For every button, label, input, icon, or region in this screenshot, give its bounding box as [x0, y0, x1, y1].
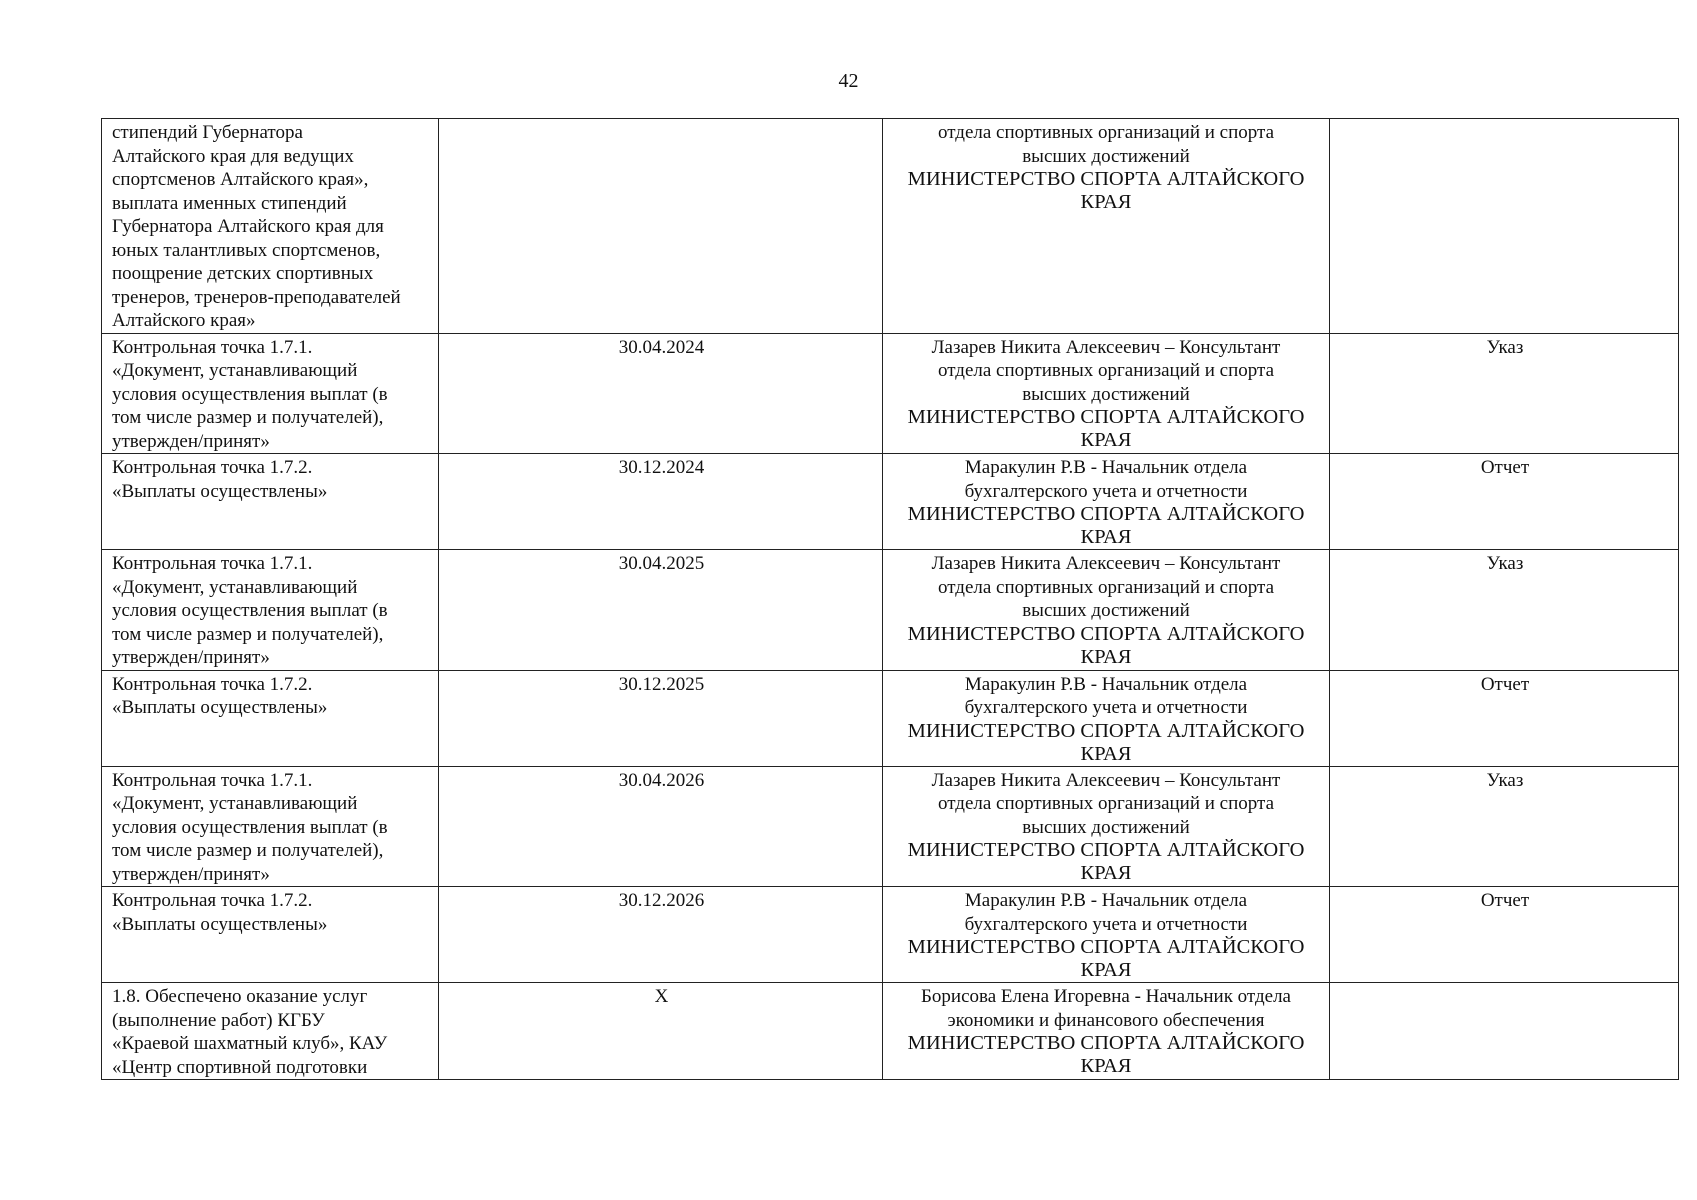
text-line: бухгалтерского учета и отчетности: [964, 697, 1248, 718]
text-line: Губернатора Алтайского края для: [112, 216, 384, 237]
text-line: высших достижений: [1022, 816, 1190, 838]
ministry-name-line: МИНИСТЕРСТВО СПОРТА АЛТАЙСКОГО: [907, 622, 1305, 645]
text-line: «Выплаты осуществлены»: [112, 480, 328, 502]
text-line: Лазарев Никита Алексеевич – Консультант: [931, 336, 1281, 358]
document-type: Указ: [1486, 769, 1524, 791]
ministry-name-line: КРАЯ: [1080, 862, 1132, 884]
text-line: условия осуществления выплат (в: [112, 600, 388, 621]
text-line: высших достижений: [1022, 600, 1190, 621]
deadline-date-cell: [439, 766, 883, 887]
responsible-person-cell: [883, 983, 1330, 1080]
event-name-cell: [102, 550, 439, 671]
text-line: отдела спортивных организаций и спорта: [937, 360, 1275, 381]
text-line: высших достижений: [1022, 145, 1190, 167]
ministry-name-line: КРАЯ: [1080, 1055, 1132, 1077]
responsible-person-cell: [883, 766, 1330, 887]
event-name-cell: [102, 454, 439, 550]
table-row: [102, 766, 1679, 887]
text-line: «Центр спортивной подготовки: [112, 1056, 368, 1078]
deadline-date-cell: [439, 887, 883, 983]
ministry-name-line: МИНИСТЕРСТВО СПОРТА АЛТАЙСКОГО: [907, 936, 1305, 958]
text-line: том числе размер и получателей),: [112, 840, 384, 861]
text-line: юных талантливых спортсменов,: [112, 239, 381, 261]
text-line: условия осуществления выплат (в: [112, 383, 388, 405]
text-line: «Документ, устанавливающий: [112, 576, 358, 598]
ministry-name-line: МИНИСТЕРСТВО СПОРТА АЛТАЙСКОГО: [907, 719, 1305, 742]
deadline-date-cell: [439, 119, 883, 334]
ministry-name-line: МИНИСТЕРСТВО СПОРТА АЛТАЙСКОГО: [907, 168, 1305, 190]
text-line: утвержден/принят»: [112, 647, 270, 668]
text-line: тренеров, тренеров-преподавателей: [112, 286, 401, 308]
deadline-date: 30.12.2024: [618, 457, 705, 478]
document-type-cell: [1330, 887, 1679, 983]
text-line: экономики и финансового обеспечения: [947, 1009, 1265, 1031]
table-row: [102, 670, 1679, 766]
responsible-person-cell: [883, 550, 1330, 671]
responsible-person-cell: [883, 454, 1330, 550]
event-name-cell: [102, 887, 439, 983]
control-points-table: [101, 118, 1679, 1080]
ministry-name-line: КРАЯ: [1080, 526, 1132, 548]
text-line: том числе размер и получателей),: [112, 407, 384, 428]
text-line: спортсменов Алтайского края»,: [112, 169, 369, 190]
text-line: отдела спортивных организаций и спорта: [937, 793, 1275, 814]
text-line: Маракулин Р.В - Начальник отдела: [964, 890, 1248, 911]
table-row: [102, 333, 1679, 454]
ministry-name-line: КРАЯ: [1080, 742, 1132, 765]
document-type: Указ: [1486, 336, 1524, 358]
text-line: стипендий Губернатора: [112, 122, 303, 143]
event-name-cell: [102, 983, 439, 1080]
deadline-date-cell: [439, 454, 883, 550]
responsible-person-cell: [883, 119, 1330, 334]
text-line: том числе размер и получателей),: [112, 623, 384, 645]
text-line: «Документ, устанавливающий: [112, 793, 358, 814]
text-line: Алтайского края»: [112, 310, 256, 331]
event-name-cell: [102, 333, 439, 454]
text-line: Алтайского края для ведущих: [112, 145, 354, 167]
text-line: «Выплаты осуществлены»: [112, 913, 328, 935]
text-line: бухгалтерского учета и отчетности: [964, 913, 1248, 935]
text-line: утвержден/принят»: [112, 430, 270, 452]
document-type: Отчет: [1480, 890, 1530, 911]
text-line: отдела спортивных организаций и спорта: [937, 122, 1275, 143]
ministry-name-line: МИНИСТЕРСТВО СПОРТА АЛТАЙСКОГО: [907, 1032, 1305, 1054]
table-row: [102, 887, 1679, 983]
table-row: [102, 119, 1679, 334]
document-type-cell: [1330, 119, 1679, 334]
deadline-date: 30.12.2026: [618, 890, 705, 911]
document-type: Отчет: [1480, 457, 1530, 478]
table-row: [102, 983, 1679, 1080]
ministry-name-line: КРАЯ: [1080, 191, 1132, 213]
ministry-name-line: МИНИСТЕРСТВО СПОРТА АЛТАЙСКОГО: [907, 503, 1305, 525]
text-line: Контрольная точка 1.7.1.: [112, 336, 313, 358]
deadline-date: 30.04.2026: [618, 769, 705, 791]
deadline-date-cell: [439, 550, 883, 671]
table-row: [102, 550, 1679, 671]
table-body: [102, 119, 1679, 1080]
document-type: Указ: [1486, 553, 1524, 574]
deadline-date-cell: [439, 983, 883, 1080]
page-number: 42: [838, 70, 859, 92]
text-line: условия осуществления выплат (в: [112, 816, 388, 838]
text-line: Контрольная точка 1.7.2.: [112, 673, 313, 695]
ministry-name-line: КРАЯ: [1080, 429, 1132, 451]
document-type-cell: [1330, 333, 1679, 454]
event-name-cell: [102, 670, 439, 766]
text-line: отдела спортивных организаций и спорта: [937, 576, 1275, 598]
event-name-cell: [102, 119, 439, 334]
text-line: утвержден/принят»: [112, 863, 270, 885]
deadline-date: 30.04.2024: [618, 336, 705, 358]
text-line: поощрение детских спортивных: [112, 263, 374, 284]
text-line: Маракулин Р.В - Начальник отдела: [964, 457, 1248, 478]
document-type-cell: [1330, 983, 1679, 1080]
text-line: Контрольная точка 1.7.1.: [112, 553, 313, 574]
text-line: (выполнение работ) КГБУ: [112, 1009, 325, 1031]
text-line: «Краевой шахматный клуб», КАУ: [112, 1033, 388, 1054]
text-line: Контрольная точка 1.7.1.: [112, 769, 313, 791]
text-line: «Выплаты осуществлены»: [112, 697, 328, 718]
text-line: Лазарев Никита Алексеевич – Консультант: [931, 553, 1281, 574]
table-row: [102, 454, 1679, 550]
ministry-name-line: МИНИСТЕРСТВО СПОРТА АЛТАЙСКОГО: [907, 406, 1305, 428]
text-line: Лазарев Никита Алексеевич – Консультант: [931, 769, 1281, 791]
text-line: бухгалтерского учета и отчетности: [964, 480, 1248, 502]
responsible-person-cell: [883, 670, 1330, 766]
text-line: 1.8. Обеспечено оказание услуг: [112, 986, 368, 1007]
deadline-date: 30.12.2025: [618, 673, 705, 695]
text-line: выплата именных стипендий: [112, 192, 347, 214]
text-line: высших достижений: [1022, 383, 1190, 405]
responsible-person-cell: [883, 887, 1330, 983]
text-line: Борисова Елена Игоревна - Начальник отдела: [921, 986, 1291, 1007]
document-type-cell: [1330, 454, 1679, 550]
deadline-date: 30.04.2025: [618, 553, 705, 574]
text-line: Маракулин Р.В - Начальник отдела: [964, 673, 1248, 695]
text-line: Контрольная точка 1.7.2.: [112, 890, 313, 911]
event-name-cell: [102, 766, 439, 887]
document-type-cell: [1330, 670, 1679, 766]
text-line: «Документ, устанавливающий: [112, 360, 358, 381]
deadline-date: Х: [654, 986, 669, 1007]
document-type-cell: [1330, 550, 1679, 671]
deadline-date-cell: [439, 333, 883, 454]
ministry-name-line: КРАЯ: [1080, 959, 1132, 981]
document-type: Отчет: [1480, 673, 1530, 695]
text-line: Контрольная точка 1.7.2.: [112, 457, 313, 478]
ministry-name-line: КРАЯ: [1080, 645, 1132, 668]
responsible-person-cell: [883, 333, 1330, 454]
ministry-name-line: МИНИСТЕРСТВО СПОРТА АЛТАЙСКОГО: [907, 839, 1305, 861]
document-type-cell: [1330, 766, 1679, 887]
deadline-date-cell: [439, 670, 883, 766]
